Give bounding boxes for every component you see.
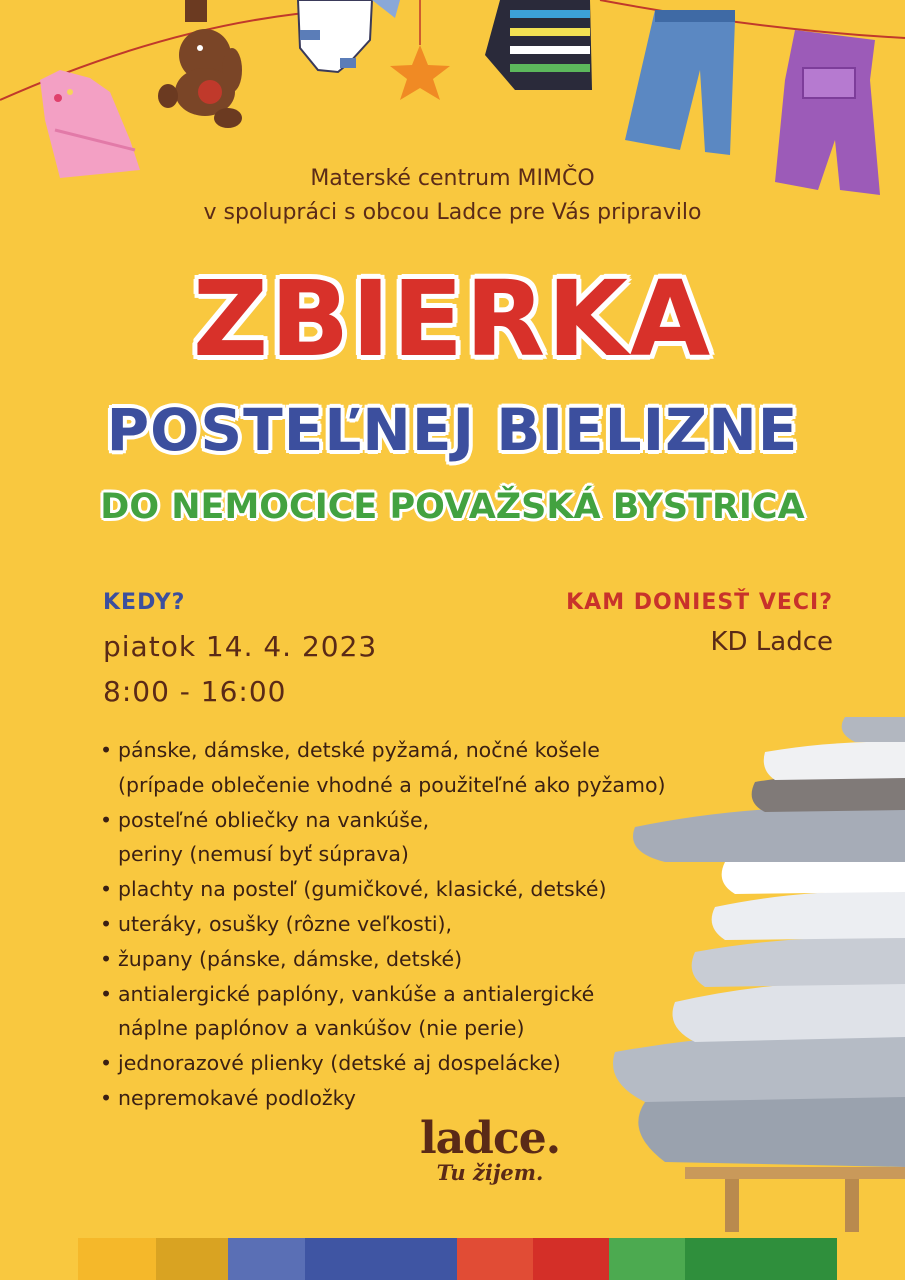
- stripe-segment: [228, 1238, 305, 1280]
- title-main: ZBIERKA: [192, 258, 713, 380]
- logo-slogan: Tu žijem.: [436, 1160, 544, 1185]
- list-item: • posteľné obliečky na vankúše, periny (nemusí byť súprava): [100, 803, 740, 873]
- where-label: KAM DONIESŤ VECI?: [566, 590, 833, 615]
- ladce-logo: [410, 1113, 570, 1185]
- jeans-icon: [625, 10, 735, 155]
- list-item: • jednorazové plienky (detské aj dospelácke): [100, 1046, 740, 1081]
- list-item: • pánske, dámske, detské pyžamá, nočné košele (prípade oblečenie vhodné a použiteľné ako pyžamo): [100, 733, 740, 803]
- pink-dress-icon: [40, 70, 140, 178]
- list-item: • župany (pánske, dámske, detské): [100, 942, 740, 977]
- drop-off-location: KD Ladce: [710, 627, 833, 657]
- when-label: KEDY?: [103, 590, 186, 615]
- star-icon: [390, 45, 450, 100]
- event-date: piatok 14. 4. 2023: [103, 630, 378, 663]
- logo-name: ladce.: [419, 1113, 561, 1164]
- stripe-segment: [156, 1238, 228, 1280]
- list-item: • nepremokavé podložky: [100, 1081, 740, 1116]
- stripe-segment: [685, 1238, 837, 1280]
- color-stripe: [78, 1238, 905, 1280]
- stripe-segment: [305, 1238, 457, 1280]
- stripe-segment: [78, 1238, 156, 1280]
- stripe-segment: [609, 1238, 685, 1280]
- list-item: • plachty na posteľ (gumičkové, klasické, detské): [100, 872, 740, 907]
- event-time: 8:00 - 16:00: [103, 675, 287, 708]
- stripe-segment: [533, 1238, 609, 1280]
- striped-sweater-icon: [485, 0, 592, 90]
- title-destination: DO NEMOCICE POVAŽSKÁ BYSTRICA: [100, 487, 805, 527]
- laundry-stack-illustration: [605, 712, 905, 1232]
- list-item: • uteráky, osušky (rôzne veľkosti),: [100, 907, 740, 942]
- title-subtitle: POSTEĽNEJ BIELIZNE: [106, 396, 799, 464]
- teddy-bear-icon: [158, 0, 242, 128]
- baby-romper-icon: [298, 0, 400, 72]
- stripe-segment: [457, 1238, 533, 1280]
- intro-organizer: Materské centrum MIMČO: [310, 166, 595, 191]
- intro-cooperation: v spolupráci s obcou Ladce pre Vás pripravilo: [203, 200, 702, 225]
- list-item: • antialergické paplóny, vankúše a antialergické náplne paplónov a vankúšov (nie perie): [100, 977, 740, 1047]
